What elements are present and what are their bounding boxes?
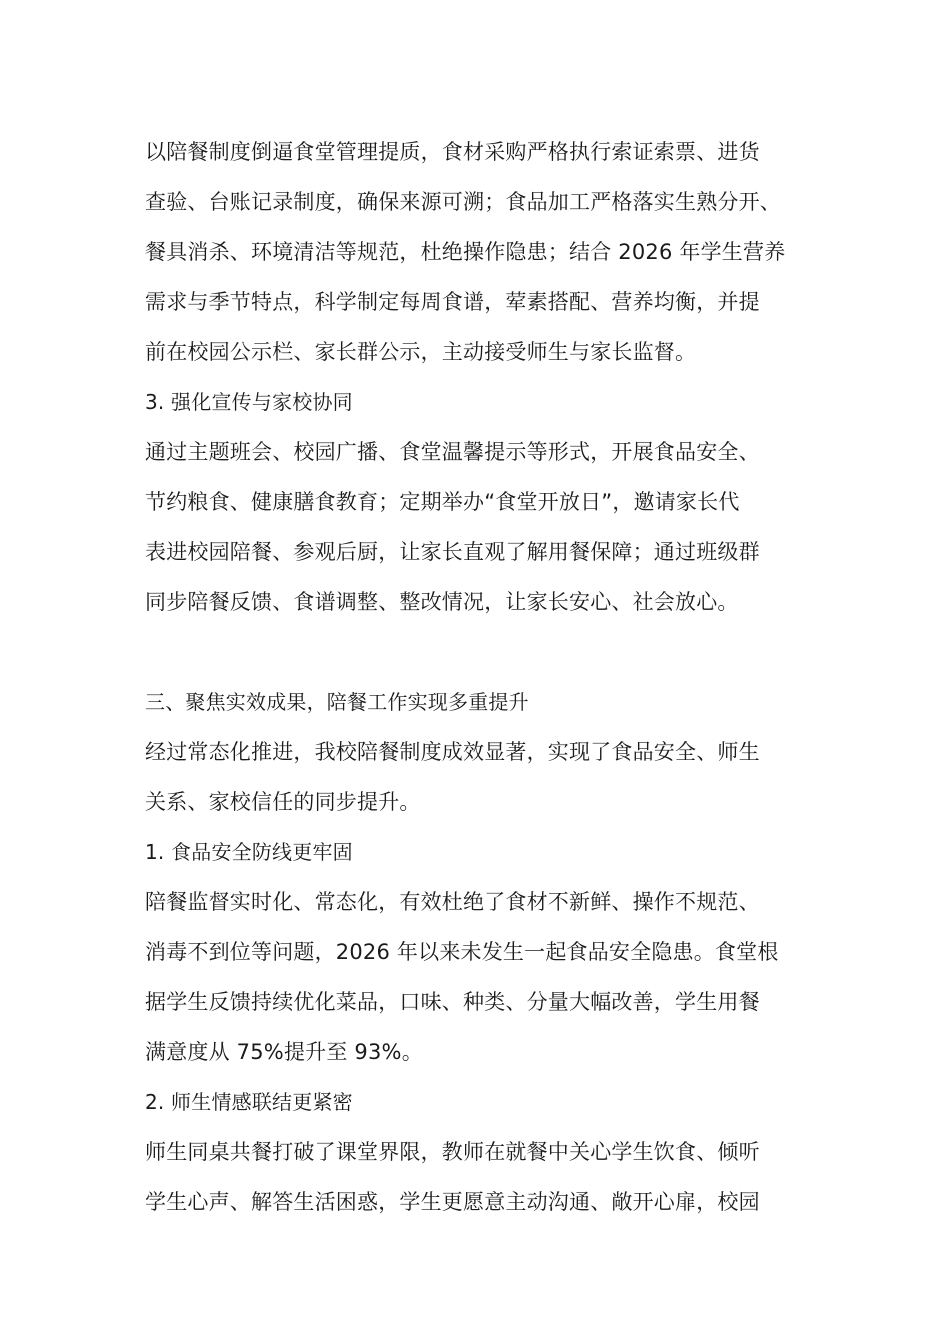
section-subheading: 1. 食品安全防线更牢固 — [145, 840, 353, 864]
paragraph-line: 关系、家校信任的同步提升。 — [145, 790, 421, 814]
paragraph-line: 学生心声、解答生活困惑，学生更愿意主动沟通、敞开心扉，校园 — [145, 1190, 760, 1214]
paragraph-line: 需求与季节特点，科学制定每周食谱，荤素搭配、营养均衡，并提 — [145, 290, 760, 314]
paragraph-line: 表进校园陪餐、参观后厨，让家长直观了解用餐保障；通过班级群 — [145, 540, 760, 564]
section-subheading: 2. 师生情感联结更紧密 — [145, 1090, 353, 1114]
paragraph-line: 查验、台账记录制度，确保来源可溯；食品加工严格落实生熟分开、 — [145, 190, 781, 214]
paragraph-line: 经过常态化推进，我校陪餐制度成效显著，实现了食品安全、师生 — [145, 740, 760, 764]
paragraph-line: 同步陪餐反馈、食谱调整、整改情况，让家长安心、社会放心。 — [145, 590, 739, 614]
paragraph-line: 通过主题班会、校园广播、食堂温馨提示等形式，开展食品安全、 — [145, 440, 760, 464]
paragraph-line: 据学生反馈持续优化菜品，口味、种类、分量大幅改善，学生用餐 — [145, 990, 760, 1014]
paragraph-line: 以陪餐制度倒逼食堂管理提质，食材采购严格执行索证索票、进货 — [145, 140, 760, 164]
section-subheading: 3. 强化宣传与家校协同 — [145, 390, 353, 414]
paragraph-line: 满意度从 75%提升至 93%。 — [145, 1040, 423, 1064]
paragraph-line: 餐具消杀、环境清洁等规范，杜绝操作隐患；结合 2026 年学生营养 — [145, 240, 786, 264]
paragraph-line: 前在校园公示栏、家长群公示，主动接受师生与家长监督。 — [145, 340, 697, 364]
blank-line — [145, 634, 815, 684]
paragraph-line: 消毒不到位等问题，2026 年以来未发生一起食品安全隐患。食堂根 — [145, 940, 779, 964]
paragraph-line: 陪餐监督实时化、常态化，有效杜绝了食材不新鲜、操作不规范、 — [145, 890, 760, 914]
paragraph-line: 师生同桌共餐打破了课堂界限，教师在就餐中关心学生饮食、倾听 — [145, 1140, 760, 1164]
paragraph-line: 节约粮食、健康膳食教育；定期举办“食堂开放日”，邀请家长代 — [145, 490, 740, 514]
section-heading: 三、聚焦实效成果，陪餐工作实现多重提升 — [145, 690, 529, 714]
document-body — [145, 134, 815, 1234]
